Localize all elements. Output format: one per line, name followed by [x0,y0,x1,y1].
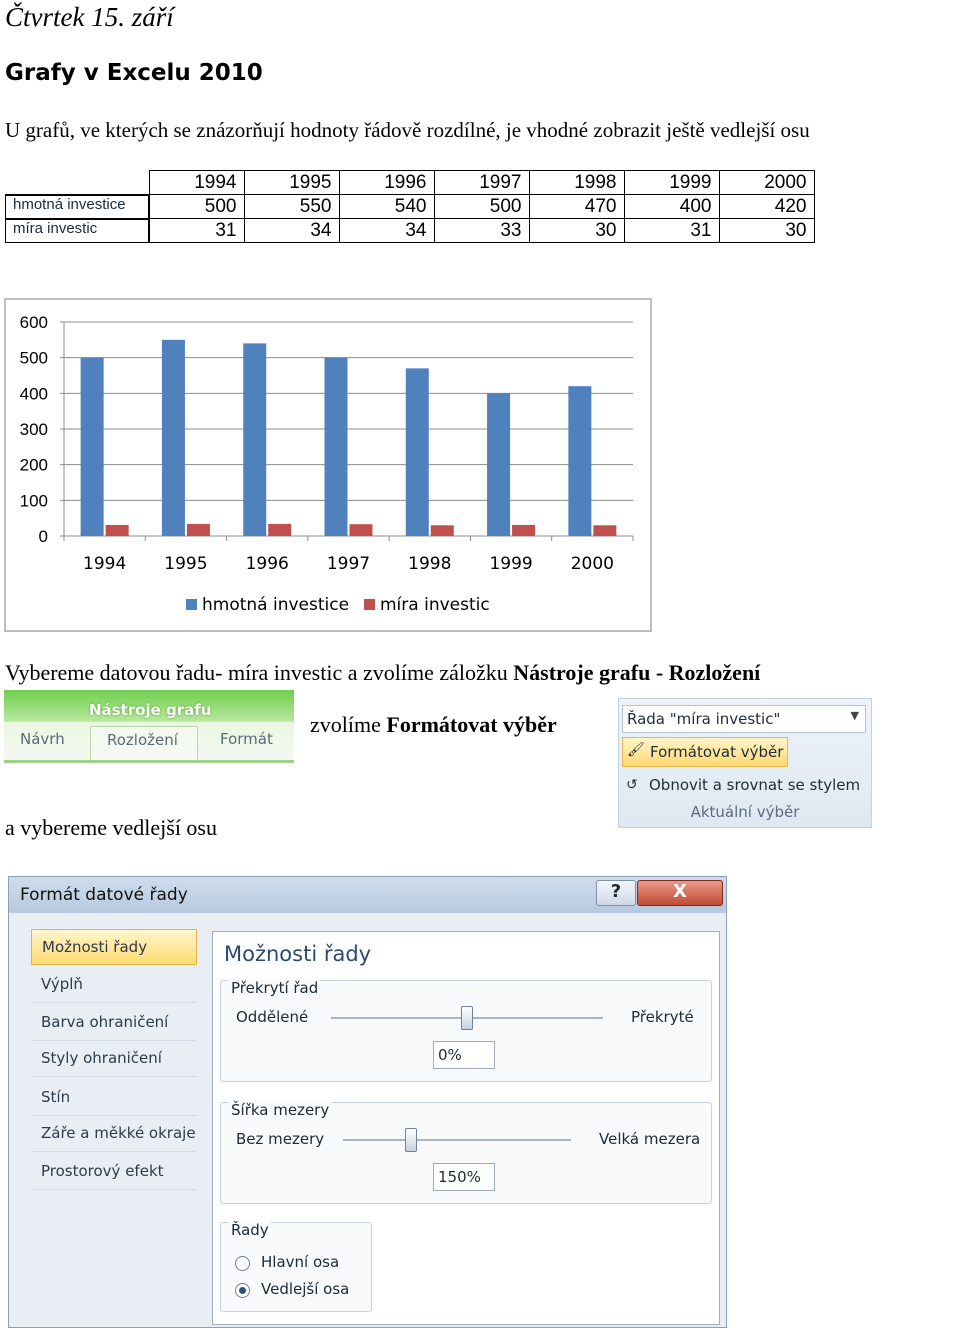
y-tick-label: 600 [19,313,48,332]
year-cell: 1995 [244,171,339,195]
reset-style-label: Obnovit a srovnat se stylem [649,776,861,794]
nav-border-color[interactable]: Barva ohraničení [31,1005,197,1041]
gap-value-input[interactable]: 150% [433,1163,495,1191]
value-cell: 31 [149,219,244,243]
help-button[interactable]: ? [596,880,636,906]
bar [487,393,510,536]
y-tick-label: 400 [19,384,48,404]
overlap-label: Překrytí řad [231,979,319,997]
value-cell: 34 [244,219,339,243]
value-cell: 400 [624,195,719,219]
x-tick-label: 1995 [164,554,208,574]
nav-series-options[interactable]: Možnosti řady [31,929,197,965]
y-tick-label: 500 [19,348,48,368]
value-cell: 540 [339,195,434,219]
format-series-dialog [8,876,727,1328]
year-cell: 1994 [149,171,244,195]
bar [593,525,616,536]
table-header-row [5,171,814,195]
legend-swatch [186,599,197,610]
value-cell: 550 [244,195,339,219]
y-tick-label: 100 [19,491,48,511]
axis-paragraph: a vybereme vedlejší osu [5,815,217,840]
axis-group [220,1222,372,1312]
format-selection-button[interactable] [622,737,788,767]
bar [406,368,429,536]
bar [81,358,104,536]
table-row [5,195,814,219]
row-label: míra investic [5,219,149,243]
reset-style-button[interactable] [622,773,860,804]
primary-axis-radio[interactable] [235,1256,250,1271]
nav-glow-soft-edges[interactable]: Záře a měkké okraje [31,1116,197,1152]
nav-fill[interactable]: Výplň [31,967,197,1003]
year-cell: 2000 [719,171,814,195]
overlap-left-label: Oddělené [236,1008,309,1026]
x-tick-label: 1999 [489,554,533,574]
ribbon-title: Nástroje grafu [89,701,212,719]
legend-label: hmotná investice [202,595,350,615]
table-corner-cell [5,171,149,195]
bar [268,524,291,536]
gap-right-label: Velká mezera [599,1130,701,1148]
overlap-value-input[interactable]: 0% [433,1041,495,1069]
choose-paragraph [310,712,557,738]
value-cell: 500 [434,195,529,219]
nav-shadow[interactable]: Stín [31,1080,197,1116]
bar [106,525,129,536]
chart-canvas [6,300,650,630]
nav-border-styles[interactable]: Styly ohraničení [31,1041,197,1077]
intro-paragraph: U grafů, ve kterých se znázorňují hodnoty řádově rozdílné, je vhodné zobrazit ještě vedlejší osu [5,118,810,142]
value-cell: 470 [529,195,624,219]
year-cell: 1999 [624,171,719,195]
tab-design[interactable]: Návrh [20,730,65,748]
axis-group-label: Řady [231,1221,269,1239]
group-label: Aktuální výběr [690,803,800,821]
series-combo[interactable] [622,705,866,733]
instruction-paragraph [5,660,760,686]
gap-width-label: Šířka mezery [231,1101,330,1119]
date-heading: Čtvrtek 15. září [5,2,174,32]
gap-width-group [220,1102,712,1204]
value-cell: 30 [529,219,624,243]
overlap-group [220,980,712,1082]
year-cell: 1997 [434,171,529,195]
secondary-axis-radio[interactable] [235,1283,250,1298]
choose-bold: Formátovat výběr [386,712,557,737]
format-selection-label: Formátovat výběr [650,743,784,761]
y-tick-label: 200 [19,455,48,475]
value-cell: 420 [719,195,814,219]
dialog-nav [31,929,197,1309]
tab-layout[interactable]: Rozložení [90,726,198,760]
reset-style-icon: ↺ [626,777,638,793]
bar [243,343,266,536]
gap-left-label: Bez mezery [236,1130,325,1148]
data-table [5,170,815,243]
close-button[interactable]: X [637,880,723,906]
gap-slider-track[interactable] [343,1139,571,1141]
overlap-right-label: Překryté [631,1008,694,1026]
year-cell: 1996 [339,171,434,195]
legend-label: míra investic [380,595,490,615]
nav-3d-format[interactable]: Prostorový efekt [31,1154,197,1190]
gap-slider-thumb[interactable] [405,1128,417,1152]
x-tick-label: 1994 [83,554,127,574]
instruction-text: Vybereme datovou řadu- míra investic a zvolíme záložku [5,660,514,685]
bar [512,525,535,536]
bar [431,525,454,536]
year-cell: 1998 [529,171,624,195]
primary-axis-label: Hlavní osa [261,1253,340,1271]
table-row [5,219,814,243]
document-title: Grafy v Excelu 2010 [5,60,263,86]
current-selection-panel [618,698,872,828]
chevron-down-icon: ▼ [850,709,859,722]
dialog-titlebar [9,877,726,913]
x-tick-label: 1997 [326,554,371,574]
dialog-content [212,931,720,1325]
choose-text: zvolíme [310,712,387,737]
format-brush-icon: 🖌 [627,742,645,758]
secondary-axis-label: Vedlejší osa [261,1280,350,1298]
tab-format[interactable]: Formát [220,730,273,748]
x-tick-label: 1996 [245,554,289,574]
bar [187,524,210,536]
overlap-slider-thumb[interactable] [461,1006,473,1030]
x-tick-label: 1998 [408,554,452,574]
dialog-title: Formát datové řady [20,885,188,905]
row-label: hmotná investice [5,195,149,219]
y-tick-label: 0 [38,527,48,546]
bar [350,524,373,536]
bar [325,358,348,536]
legend-swatch [364,599,375,610]
column-chart[interactable] [4,298,652,632]
bar [568,386,591,536]
content-title: Možnosti řady [224,942,372,966]
y-tick-label: 300 [19,420,48,439]
chart-tools-ribbon [4,690,294,763]
bar [162,340,185,536]
instruction-bold: Nástroje grafu - Rozložení [513,660,761,685]
series-combo-value: Řada "míra investic" [627,710,781,728]
value-cell: 34 [339,219,434,243]
value-cell: 30 [719,219,814,243]
x-tick-label: 2000 [570,554,614,574]
value-cell: 500 [149,195,244,219]
value-cell: 33 [434,219,529,243]
value-cell: 31 [624,219,719,243]
